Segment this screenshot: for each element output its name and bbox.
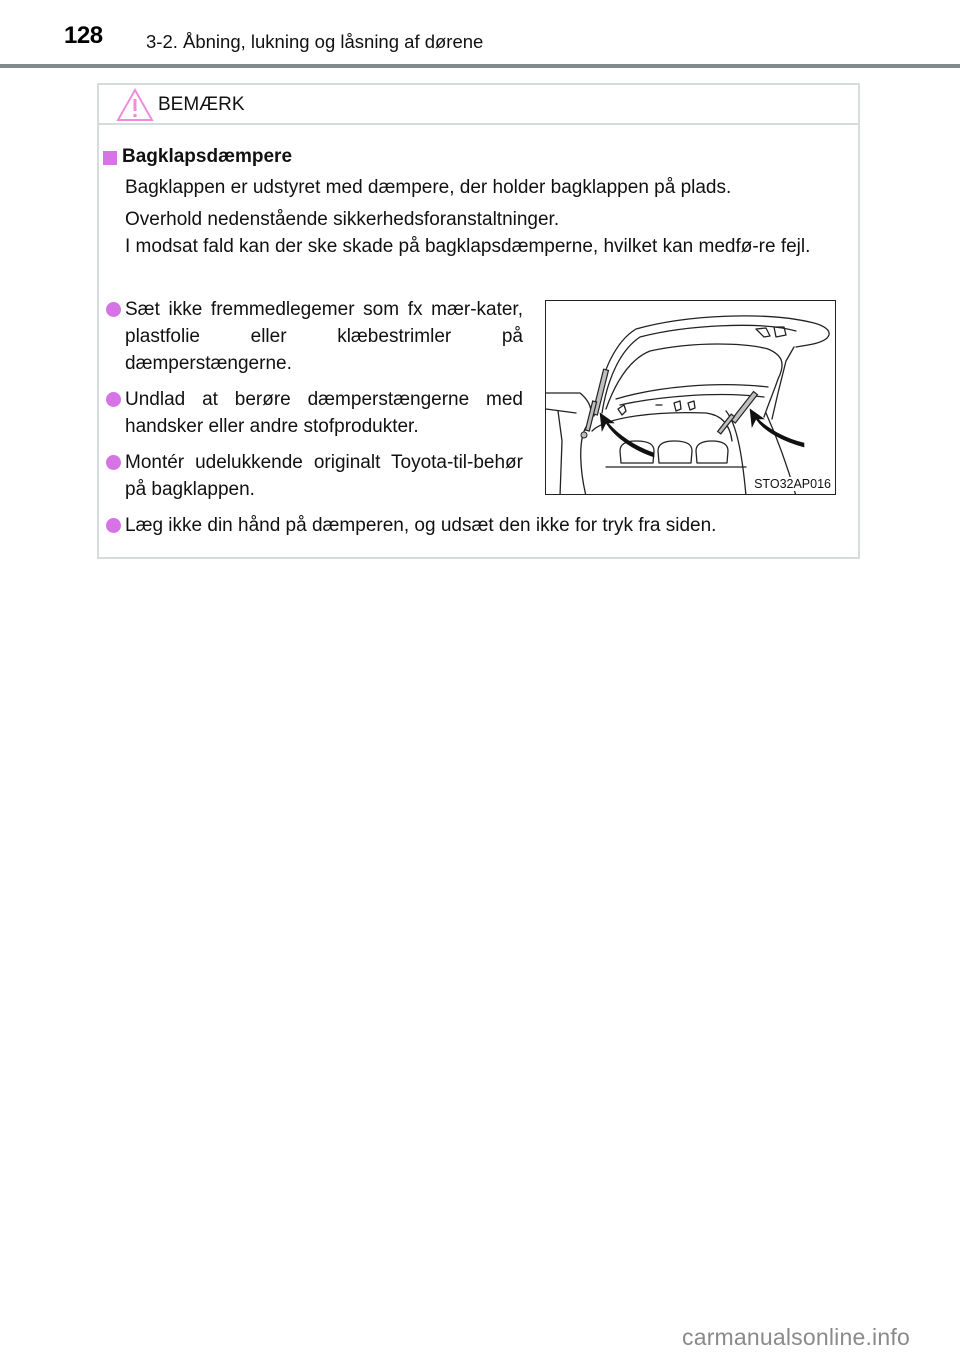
round-bullet-icon <box>106 518 121 533</box>
list-item-text: Læg ikke din hånd på dæmperen, og udsæt den ikke for tryk fra siden. <box>125 515 717 536</box>
header-divider <box>0 64 960 68</box>
list-item-text: Sæt ikke fremmedlegemer som fx mær-kater, plastfolie eller klæbestrimler på dæmperstængerne. <box>125 299 523 374</box>
list-item <box>103 386 523 440</box>
instruction-paragraph: Overhold nedenstående sikkerhedsforanstaltninger. <box>125 209 560 230</box>
subhead <box>103 147 292 167</box>
page-number: 128 <box>64 22 103 49</box>
list-item <box>103 512 843 539</box>
round-bullet-icon <box>106 392 121 407</box>
round-bullet-icon <box>106 455 121 470</box>
list-item <box>103 449 523 503</box>
watermark: carmanualsonline.info <box>682 1324 910 1350</box>
notice-header <box>99 85 858 125</box>
list-item-text: Montér udelukkende originalt Toyota-til-behør på bagklappen. <box>125 452 523 500</box>
list-item-text: Undlad at berøre dæmperstængerne med handsker eller andre stofprodukter. <box>125 389 523 437</box>
tailgate-strut-illustration <box>545 300 836 495</box>
figure-code: STO32AP016 <box>754 477 831 491</box>
notice-box <box>97 83 860 559</box>
notice-label: BEMÆRK <box>158 94 245 115</box>
tailgate-drawing <box>546 301 836 495</box>
round-bullet-icon <box>106 302 121 317</box>
subhead-title: Bagklapsdæmpere <box>122 146 293 167</box>
section-title: 3-2. Åbning, lukning og låsning af dørene <box>146 31 484 52</box>
warning-triangle-icon <box>116 88 154 122</box>
bullet-list <box>103 296 523 512</box>
list-item <box>103 296 523 377</box>
consequence-paragraph: I modsat fald kan der ske skade på bagklapsdæmperne, hvilket kan medfø-re fejl. <box>125 236 811 257</box>
square-bullet-icon <box>103 151 117 165</box>
page-header <box>0 0 960 52</box>
intro-paragraph: Bagklappen er udstyret med dæmpere, der holder bagklappen på plads. <box>125 177 732 198</box>
